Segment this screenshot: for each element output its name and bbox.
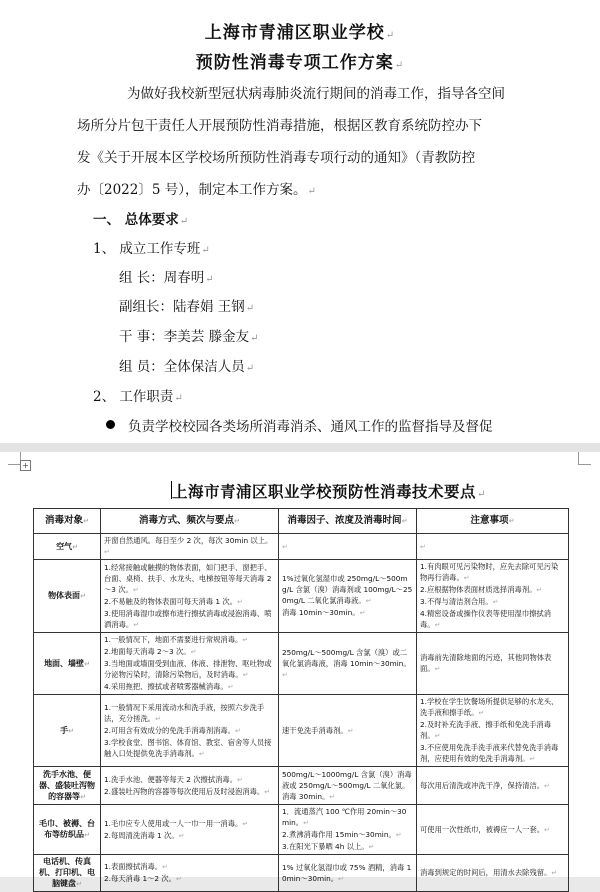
cell-object: 地面、墙壁↵ bbox=[34, 633, 101, 695]
member-deputy: 副组长：陆春娟 王钢↵ bbox=[119, 299, 255, 315]
cell-object: 毛巾、被褥、台布等纺织品↵ bbox=[34, 805, 101, 855]
cell-factor: ↵ bbox=[279, 534, 417, 560]
table-title: 上海市青浦区职业学校预防性消毒技术要点↵ bbox=[172, 482, 486, 501]
intro-line-4: 办〔2022〕5 号），制定本工作方案。↵ bbox=[77, 182, 316, 198]
cell-notes: 1.有肉眼可见污染物时，应先去除可见污染物再行消毒。↵ 2.应根据物体表面材质选择消毒剂。↵ 3.不得与清洁剂合用。↵ 4.精密设备或操作仪表等使用湿巾擦拭消毒。↵ bbox=[417, 560, 569, 633]
table-row bbox=[34, 855, 569, 892]
cell-method: 1.毛巾应专人使用或一人一巾一用一消毒。↵ 2.每周清洗消毒 1 次。↵ bbox=[101, 805, 279, 855]
section-heading-1: 一、 总体要求↵ bbox=[93, 212, 189, 228]
table-row bbox=[34, 695, 569, 767]
disinfection-table bbox=[33, 508, 569, 892]
header-notes: 注意事项↵ bbox=[417, 509, 569, 534]
table-header-row bbox=[34, 509, 569, 534]
cell-factor: 500mg/L～1000mg/L 含氯（溴）消毒液或 250mg/L～500mg/L 二氧化氯。消毒 30min。↵ bbox=[279, 767, 417, 805]
cell-factor: 250mg/L～500mg/L 含氯（溴）或二氧化氯消毒液，消毒 10min～30min。↵ bbox=[279, 633, 417, 695]
cell-notes: 可使用一次性纸巾，被褥应一人一套。↵ bbox=[417, 805, 569, 855]
cell-notes: ↵ bbox=[417, 534, 569, 560]
subsection-1: 1、 成立工作专班↵ bbox=[93, 241, 210, 257]
cell-notes: 消毒前先清除地面的污迹，其他同物体表面。↵ bbox=[417, 633, 569, 695]
table-row bbox=[34, 560, 569, 633]
cell-factor: 速干免洗手消毒剂。↵ bbox=[279, 695, 417, 767]
cell-factor: 1．流通蒸汽 100 ℃作用 20min～30min。↵ 2.煮沸消毒作用 15min～30min。↵ 3.在阳光下暴晒 4h 以上。↵ bbox=[279, 805, 417, 855]
bullet-item-1: 负责学校校园各类场所消毒消杀、通风工作的监督指导及督促 bbox=[128, 419, 493, 435]
intro-line-1: 为做好我校新型冠状病毒肺炎流行期间的消毒工作，指导各空间 bbox=[127, 86, 505, 102]
intro-line-2: 场所分片包干责任人开展预防性消毒措施，根据区教育系统防控办下 bbox=[77, 118, 482, 134]
table-row bbox=[34, 633, 569, 695]
cell-method: 1.表面擦拭消毒。↵ 2.每天消毒 1～2 次。↵ bbox=[101, 855, 279, 892]
cell-object: 手↵ bbox=[34, 695, 101, 767]
header-factor: 消毒因子、浓度及消毒时间↵ bbox=[279, 509, 417, 534]
cell-method: 1.经常接触或触摸的物体表面，如门把手、窗把手、台面、桌椅、扶手、水龙头、电梯按钮等每天消毒 2～3 次。↵ 2.不易触及的物体表面可每天消毒 1 次。↵ 3.使用消毒湿巾或擦布进行擦拭消毒或浸泡消毒、喷洒消毒。↵ bbox=[101, 560, 279, 633]
cell-object: 物体表面↵ bbox=[34, 560, 101, 633]
doc-title-line2: 预防性消毒专项工作方案↵ bbox=[195, 53, 405, 73]
member-staff: 组 员：全体保洁人员↵ bbox=[119, 359, 255, 375]
cell-factor: 1% 过氧化氢湿巾或 75% 酒精，消毒 10min～30min。↵ bbox=[279, 855, 417, 892]
table-row bbox=[34, 767, 569, 805]
table-row bbox=[34, 805, 569, 855]
table-move-handle-icon[interactable]: + bbox=[20, 460, 31, 471]
member-officers: 干 事：李美芸 滕金友↵ bbox=[119, 329, 259, 345]
margin-corner-marker bbox=[578, 452, 591, 465]
document-page-1 bbox=[0, 0, 600, 443]
intro-line-3: 发《关于开展本区学校场所预防性消毒专项行动的通知》（青教防控 bbox=[77, 150, 476, 166]
cell-method: 1.洗手水池、便器等每天 2 次擦拭消毒。↵ 2.盛装吐泻物的容器等每次使用后及时浸泡消毒。↵ bbox=[101, 767, 279, 805]
cell-method: 1.一般情况下，地面不需要进行常规消毒。↵ 2.地面每天消毒 2～3 次。↵ 3.当地面或墙面受到血液、体液、排泄物、呕吐物或分泌物污染时，清除污染物后，及时消毒。↵ 4.采用拖把、擦拭或者喷雾器械消毒。↵ bbox=[101, 633, 279, 695]
document-page-2 bbox=[0, 452, 600, 888]
cell-method: 1.一般情况下采用流动水和洗手液，按照六步洗手法，充分搓洗。↵ 2.可用含有效成分的免洗手消毒剂消毒。↵ 3.学校食堂、图书馆、体育馆、教室、宿舍等人员接触入口处提供免洗手消毒剂。↵ bbox=[101, 695, 279, 767]
table-row bbox=[34, 534, 569, 560]
bullet-dot-icon bbox=[106, 420, 115, 429]
subsection-2: 2、 工作职责↵ bbox=[93, 389, 183, 405]
cell-factor: 1%过氧化氢湿巾或 250mg/L～500mg/L 含氯（溴）消毒剂或 100mg/L～250mg/L 二氧化氯消毒液。↵ 消毒 10min～30min。↵ bbox=[279, 560, 417, 633]
cell-object: 空气↵ bbox=[34, 534, 101, 560]
header-method: 消毒方式、频次与要点↵ bbox=[101, 509, 279, 534]
cell-object: 洗手水池、便器、盛装吐泻物的容器等↵ bbox=[34, 767, 101, 805]
cell-notes: 每次用后清洗或冲洗干净，保持清洁。↵ bbox=[417, 767, 569, 805]
cell-object: 电话机、传真机、打印机、电脑键盘↵ bbox=[34, 855, 101, 892]
member-leader: 组 长：周春明↵ bbox=[119, 270, 214, 286]
cell-method: 开窗自然通风。每日至少 2 次，每次 30min 以上。↵ bbox=[101, 534, 279, 560]
header-object: 消毒对象↵ bbox=[34, 509, 101, 534]
cell-notes: 1.学校在学生饮餐场所提供足够的水龙头、洗手液和擦手纸。↵ 2.及时补充洗手液、擦手纸和免洗手消毒剂。↵ 3.不应使用免洗手洗手液来代替免洗手消毒剂，应使用有效的免洗手消毒剂。↵ bbox=[417, 695, 569, 767]
doc-title-line1: 上海市青浦区职业学校↵ bbox=[204, 23, 396, 43]
page-gap bbox=[0, 443, 600, 452]
cell-notes: 消毒到规定的时间后，用清水去除残留。↵ bbox=[417, 855, 569, 892]
